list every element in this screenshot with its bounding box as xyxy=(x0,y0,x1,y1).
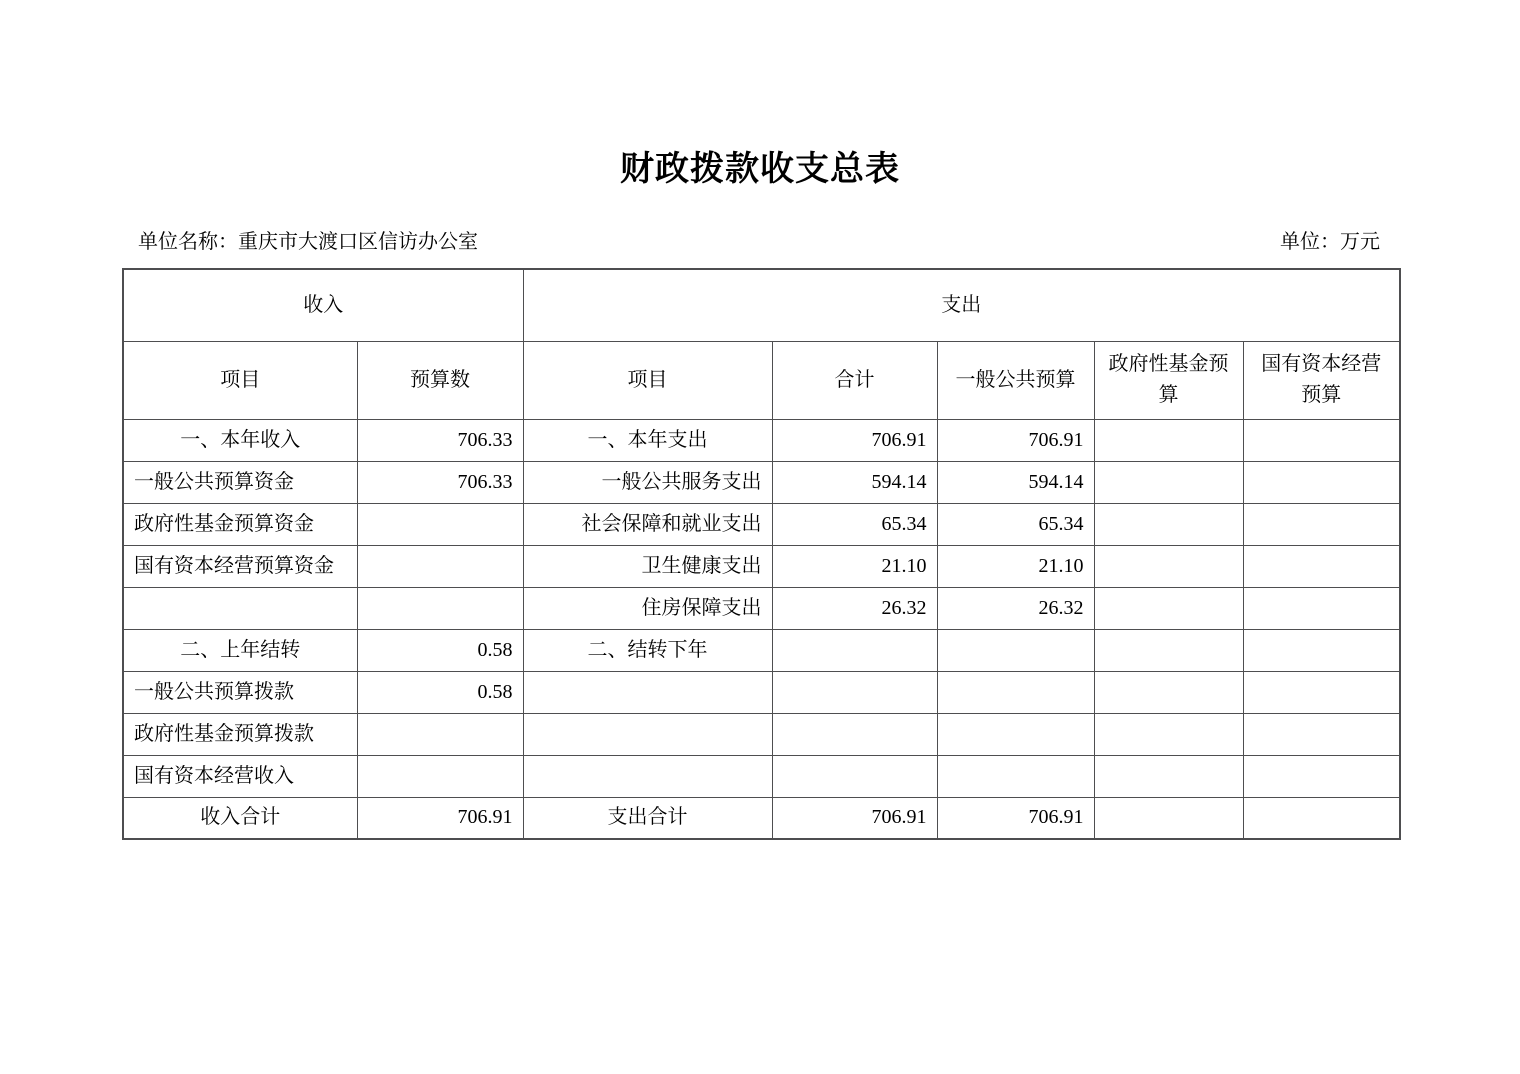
income-item-cell: 一、本年收入 xyxy=(123,419,357,461)
column-header-row xyxy=(123,341,1400,419)
expense-total-cell: 26.32 xyxy=(772,587,937,629)
income-item-cell: 政府性基金预算资金 xyxy=(123,503,357,545)
expense-total-cell xyxy=(772,713,937,755)
expense-item-cell: 卫生健康支出 xyxy=(523,545,772,587)
gov-fund-budget-cell xyxy=(1094,629,1243,671)
table-row xyxy=(123,629,1400,671)
expense-total-cell: 21.10 xyxy=(772,545,937,587)
fiscal-summary-table xyxy=(122,268,1401,840)
general-public-budget-cell: 706.91 xyxy=(937,797,1094,839)
table-row xyxy=(123,461,1400,503)
expense-total-cell: 706.91 xyxy=(772,797,937,839)
income-item-cell: 一般公共预算拨款 xyxy=(123,671,357,713)
table-row xyxy=(123,671,1400,713)
income-item-cell: 国有资本经营预算资金 xyxy=(123,545,357,587)
expense-total-cell xyxy=(772,629,937,671)
income-budget-cell: 706.33 xyxy=(357,461,523,503)
expense-total-cell xyxy=(772,671,937,713)
income-budget-column-header: 预算数 xyxy=(357,341,523,419)
general-public-budget-cell: 21.10 xyxy=(937,545,1094,587)
state-capital-budget-cell xyxy=(1243,587,1400,629)
state-capital-budget-column-header: 国有资本经营预算 xyxy=(1243,341,1400,419)
gov-fund-budget-cell xyxy=(1094,545,1243,587)
state-capital-budget-cell xyxy=(1243,461,1400,503)
expense-total-cell: 594.14 xyxy=(772,461,937,503)
expense-item-cell xyxy=(523,713,772,755)
general-public-budget-cell: 65.34 xyxy=(937,503,1094,545)
income-budget-cell: 0.58 xyxy=(357,629,523,671)
table-row xyxy=(123,419,1400,461)
income-budget-cell: 0.58 xyxy=(357,671,523,713)
income-budget-cell: 706.33 xyxy=(357,419,523,461)
document-title: 财政拨款收支总表 xyxy=(620,151,900,188)
unit-name-label: 单位名称：重庆市大渡口区信访办公室 xyxy=(138,231,478,253)
state-capital-budget-cell xyxy=(1243,797,1400,839)
table-row xyxy=(123,545,1400,587)
expense-total-cell: 65.34 xyxy=(772,503,937,545)
table-row xyxy=(123,587,1400,629)
expense-item-cell: 二、结转下年 xyxy=(523,629,772,671)
income-item-column-header: 项目 xyxy=(123,341,357,419)
state-capital-budget-cell xyxy=(1243,713,1400,755)
expense-item-cell: 社会保障和就业支出 xyxy=(523,503,772,545)
gov-fund-budget-column-header: 政府性基金预算 xyxy=(1094,341,1243,419)
expense-total-cell: 706.91 xyxy=(772,419,937,461)
expense-item-cell xyxy=(523,755,772,797)
table-row xyxy=(123,755,1400,797)
general-public-budget-cell xyxy=(937,755,1094,797)
general-public-budget-cell: 594.14 xyxy=(937,461,1094,503)
general-public-budget-column-header: 一般公共预算 xyxy=(937,341,1094,419)
income-budget-cell xyxy=(357,755,523,797)
expense-total-cell xyxy=(772,755,937,797)
income-budget-cell xyxy=(357,587,523,629)
meta-row xyxy=(138,226,1380,258)
income-budget-cell xyxy=(357,545,523,587)
table-row xyxy=(123,503,1400,545)
expense-item-cell: 支出合计 xyxy=(523,797,772,839)
state-capital-budget-cell xyxy=(1243,671,1400,713)
expense-item-cell xyxy=(523,671,772,713)
income-item-cell: 收入合计 xyxy=(123,797,357,839)
state-capital-budget-cell xyxy=(1243,419,1400,461)
income-item-cell: 国有资本经营收入 xyxy=(123,755,357,797)
gov-fund-budget-cell xyxy=(1094,797,1243,839)
gov-fund-budget-cell xyxy=(1094,713,1243,755)
expense-item-column-header: 项目 xyxy=(523,341,772,419)
general-public-budget-cell: 706.91 xyxy=(937,419,1094,461)
expense-item-cell: 一般公共服务支出 xyxy=(523,461,772,503)
table-row xyxy=(123,797,1400,839)
state-capital-budget-cell xyxy=(1243,545,1400,587)
gov-fund-budget-cell xyxy=(1094,755,1243,797)
general-public-budget-cell xyxy=(937,629,1094,671)
income-budget-cell xyxy=(357,503,523,545)
general-public-budget-cell xyxy=(937,671,1094,713)
table-row xyxy=(123,713,1400,755)
income-item-cell xyxy=(123,587,357,629)
gov-fund-budget-cell xyxy=(1094,587,1243,629)
income-item-cell: 政府性基金预算拨款 xyxy=(123,713,357,755)
state-capital-budget-cell xyxy=(1243,755,1400,797)
group-header-row xyxy=(123,269,1400,341)
expense-item-cell: 一、本年支出 xyxy=(523,419,772,461)
gov-fund-budget-cell xyxy=(1094,461,1243,503)
income-budget-cell xyxy=(357,713,523,755)
income-item-cell: 一般公共预算资金 xyxy=(123,461,357,503)
unit-of-measure-label: 单位：万元 xyxy=(1280,231,1380,253)
expense-total-column-header: 合计 xyxy=(772,341,937,419)
general-public-budget-cell xyxy=(937,713,1094,755)
general-public-budget-cell: 26.32 xyxy=(937,587,1094,629)
income-item-cell: 二、上年结转 xyxy=(123,629,357,671)
state-capital-budget-cell xyxy=(1243,629,1400,671)
gov-fund-budget-cell xyxy=(1094,419,1243,461)
expense-group-header: 支出 xyxy=(523,269,1400,341)
income-group-header: 收入 xyxy=(123,269,523,341)
expense-item-cell: 住房保障支出 xyxy=(523,587,772,629)
gov-fund-budget-cell xyxy=(1094,671,1243,713)
gov-fund-budget-cell xyxy=(1094,503,1243,545)
income-budget-cell: 706.91 xyxy=(357,797,523,839)
state-capital-budget-cell xyxy=(1243,503,1400,545)
